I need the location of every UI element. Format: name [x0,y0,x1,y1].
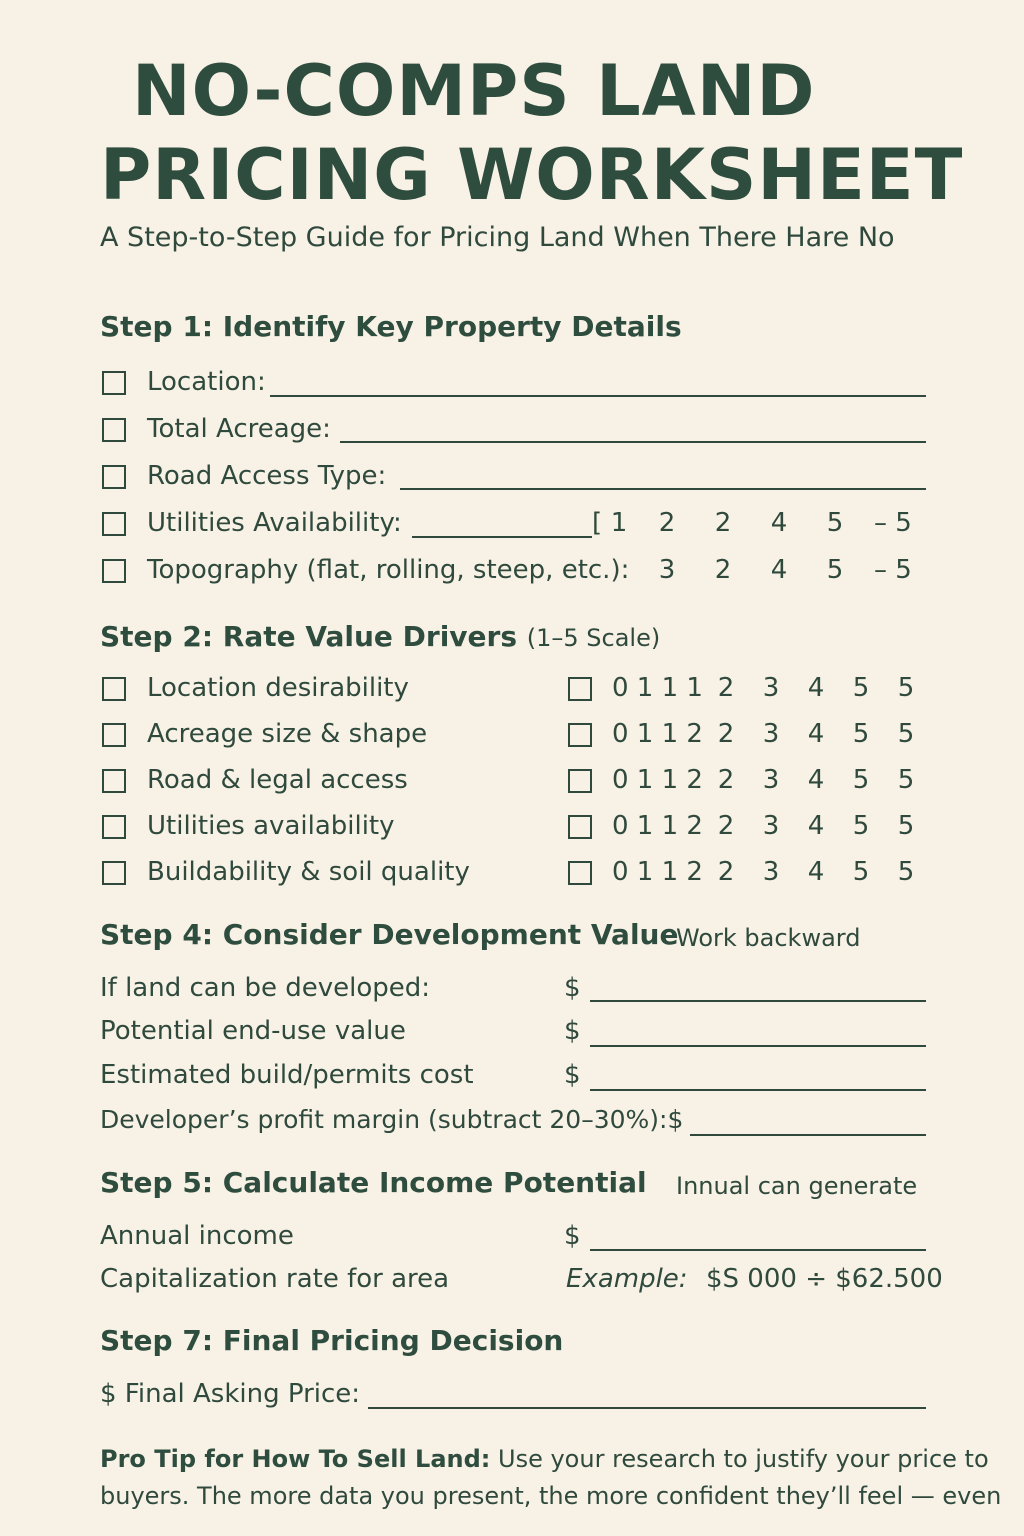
step5-heading: Step 5: Calculate Income Potential [100,1166,647,1199]
rating-value: 4 [807,719,825,749]
rating-scale-start: 0 1 1 2 [612,811,703,841]
step1-label-location: Location: [147,367,266,397]
example-value: $S 000 ÷ $62.500 [706,1264,943,1294]
rating-value: 4 [807,857,825,887]
rating-value: 5 [897,673,915,703]
checkbox-road-access[interactable] [102,465,126,489]
rating-value: 2 [717,673,735,703]
step5-heading-note: Innual can generate [676,1172,918,1200]
currency-symbol: $ [564,1221,581,1251]
checkbox-utilities-availability[interactable] [102,815,126,839]
checkbox-total-acreage[interactable] [102,418,126,442]
driver-label: Acreage size & shape [147,719,428,749]
topography-scale-number: 4 [770,555,788,585]
rating-value: 2 [717,765,735,795]
step7-heading: Step 7: Final Pricing Decision [100,1324,564,1357]
topography-scale-number: – 5 [874,555,912,585]
rating-value: 5 [852,857,870,887]
page-subtitle: A Step-to-Step Guide for Pricing Land When There Hare No [100,222,895,253]
development-row-label: Estimated build/permits cost [100,1060,474,1090]
rating-value: 2 [717,857,735,887]
step1-label-road-access: Road Access Type: [147,461,387,491]
step1-label-topography: Topography (flat, rolling, steep, etc.): [147,555,630,585]
rating-value: 4 [807,811,825,841]
utilities-bracket: [ [592,508,603,538]
utilities-scale-number: 2 [658,508,676,538]
annual-income-input-line[interactable] [590,1249,926,1251]
profit-margin-input-line[interactable] [690,1134,926,1136]
checkbox-utilities[interactable] [102,512,126,536]
rating-value: 5 [852,719,870,749]
driver-label: Location desirability [147,673,409,703]
topography-scale-number: 5 [826,555,844,585]
step1-label-utilities: Utilities Availability: [147,508,402,538]
rating-value: 5 [897,765,915,795]
income-row-label: Annual income [100,1221,294,1251]
checkbox-road-legal-access[interactable] [102,769,126,793]
utilities-scale-number: 2 [714,508,732,538]
rating-checkbox[interactable] [568,769,592,793]
location-input-line[interactable] [270,395,926,397]
end-use-value-input-line[interactable] [590,1045,926,1047]
rating-value: 2 [717,719,735,749]
currency-symbol: $ [564,973,581,1003]
development-row-label: Potential end-use value [100,1016,406,1046]
utilities-scale-number: 5 [826,508,844,538]
pro-tip-label: Pro Tip for How To Sell Land: [100,1445,491,1473]
page-title-line2: PRICING WORKSHEET [100,134,964,216]
pro-tip-text: Use your research to justify your price to [498,1445,989,1473]
rating-value: 3 [762,673,780,703]
final-asking-price-label: $ Final Asking Price: [100,1379,361,1409]
rating-checkbox[interactable] [568,815,592,839]
rating-value: 2 [717,811,735,841]
checkbox-acreage-size[interactable] [102,723,126,747]
rating-checkbox[interactable] [568,861,592,885]
step2-heading [100,620,660,653]
utilities-scale-number: 4 [770,508,788,538]
rating-value: 5 [852,811,870,841]
driver-label: Utilities availability [147,811,395,841]
rating-value: 4 [807,765,825,795]
driver-label: Road & legal access [147,765,408,795]
rating-value: 5 [897,857,915,887]
utilities-scale-number: – 5 [874,508,912,538]
rating-value: 5 [852,765,870,795]
driver-label: Buildability & soil quality [147,857,470,887]
topography-scale-number: 2 [714,555,732,585]
checkbox-buildability[interactable] [102,861,126,885]
developed-value-input-line[interactable] [590,1000,926,1002]
rating-checkbox[interactable] [568,677,592,701]
step1-heading: Step 1: Identify Key Property Details [100,310,682,343]
rating-value: 5 [897,719,915,749]
rating-checkbox[interactable] [568,723,592,747]
rating-value: 5 [852,673,870,703]
rating-scale-start: 0 1 1 2 [612,719,703,749]
rating-value: 3 [762,719,780,749]
income-row-label: Capitalization rate for area [100,1264,450,1294]
rating-value: 3 [762,765,780,795]
currency-symbol: $ [564,1016,581,1046]
development-row-label: Developer’s profit margin (subtract 20–30%):$ [100,1105,684,1134]
step2-heading-note: (1–5 Scale) [526,624,661,652]
pro-tip-line1 [100,1445,989,1473]
acreage-input-line[interactable] [340,441,926,443]
rating-value: 3 [762,811,780,841]
checkbox-location[interactable] [102,371,126,395]
checkbox-topography[interactable] [102,559,126,583]
rating-scale-start: 0 1 1 1 [612,673,703,703]
page-title-line1: NO-COMPS LAND [132,50,816,132]
rating-value: 5 [897,811,915,841]
step4-heading-note: Work backward [676,924,861,952]
currency-symbol: $ [564,1060,581,1090]
rating-scale-start: 0 1 1 2 [612,857,703,887]
development-row-label: If land can be developed: [100,973,431,1003]
rating-scale-start: 0 1 1 2 [612,765,703,795]
step1-label-acreage: Total Acreage: [147,414,331,444]
rating-value: 3 [762,857,780,887]
final-asking-price-input-line[interactable] [368,1407,926,1409]
road-access-input-line[interactable] [400,488,926,490]
step4-heading: Step 4: Consider Development Value [100,918,679,951]
rating-value: 4 [807,673,825,703]
example-label: Example: [566,1264,688,1294]
utilities-scale-number: 1 [610,508,628,538]
utilities-input-line[interactable] [412,536,592,538]
step2-heading-text: Step 2: Rate Value Drivers [100,620,518,653]
checkbox-location-desirability[interactable] [102,677,126,701]
topography-scale-number: 3 [658,555,676,585]
pro-tip-line2: buyers. The more data you present, the more confident they’ll feel — even [100,1482,1002,1510]
build-cost-input-line[interactable] [590,1089,926,1091]
